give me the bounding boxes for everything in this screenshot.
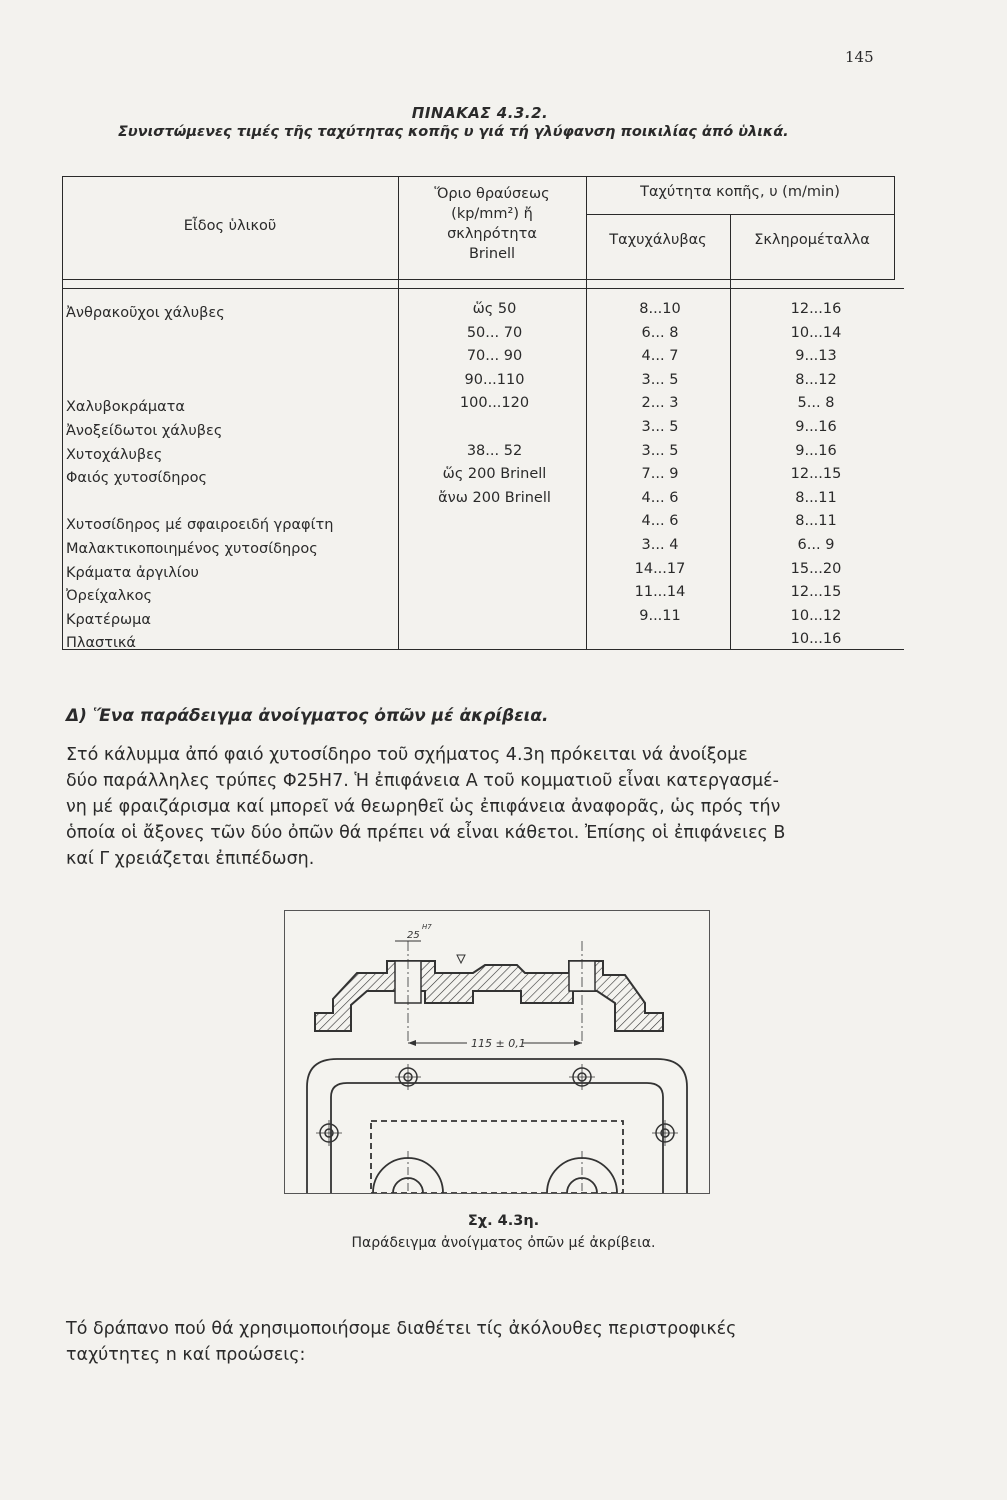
header-strength: Ὅριο θραύσεως (kp/mm²) ἤ σκληρότητα Brinell [434, 186, 550, 262]
table-subtitle: Συνιστώμενες τιμές τῆς ταχύτητας κοπῆς υ γιά τή γλύφανση ποικιλίας ἀπό ὑλικά. [118, 124, 789, 140]
material-cell [66, 373, 333, 397]
carbide-cell: 8...12 [795, 371, 837, 388]
strength-cell [402, 534, 587, 558]
strength-cell [402, 416, 587, 440]
hss-cell: 3... 4 [641, 536, 679, 553]
dim-tolerance-label: H7 [422, 923, 432, 931]
page-number: 145 [845, 48, 874, 66]
hss-cell: 3... 5 [641, 371, 679, 388]
closing-paragraph: Τό δράπανο πού θά χρησιμοποιήσομε διαθέτει τίς ἀκόλουθες περιστροφικές ταχύτητες n καί προώσεις: [66, 1319, 737, 1365]
material-cell: Χυτοχάλυβες [66, 446, 163, 463]
strength-cell [402, 581, 587, 605]
section-paragraph: Στό κάλυμμα ἀπό φαιό χυτοσίδηρο τοῦ σχήματος 4.3η πρόκειται νά ἀνοίξομε δύο παράλληλες τρύπες Φ25H7. Ἡ ἐπιφάνεια Α τοῦ κομματιοῦ εἶναι κατεργασμέ- νη μέ φραιζάρισμα καί μπορεῖ νά θεωρηθεῖ ὡς ἐπιφάνεια ἀναφορᾶς, ὡς πρός τήν ὁποία οἱ ἄξονες τῶν δύο ὀπῶν θά πρέπει νά εἶναι κάθετοι. Ἐπίσης οἱ ἐπιφάνειες Β καί Γ χρειάζεται ἐπιπέδωση. [66, 745, 786, 869]
material-cell: Χαλυβοκράματα [66, 399, 185, 416]
material-cell: Φαιός χυτοσίδηρος [66, 470, 207, 487]
carbide-cell: 8...11 [795, 489, 837, 506]
material-cell [66, 349, 333, 373]
strength-cell: 50... 70 [466, 324, 523, 341]
strength-cell [402, 510, 587, 534]
header-speed: Ταχύτητα κοπῆς, υ (m/min) [640, 184, 840, 200]
material-cell: Ἀνοξείδωτοι χάλυβες [66, 422, 223, 439]
technical-drawing [284, 910, 710, 1194]
hss-cell: 3... 5 [641, 442, 679, 459]
carbide-cell: 10...12 [790, 607, 842, 624]
carbide-cell: 12...16 [790, 301, 842, 317]
hss-cell: 8...10 [639, 301, 681, 317]
material-cell: Κράματα ἀργιλίου [66, 564, 199, 581]
carbide-column [730, 298, 902, 652]
strength-cell: 90...110 [464, 371, 525, 388]
hss-cell: 4... 7 [641, 348, 679, 365]
carbide-cell: 6... 9 [797, 536, 835, 553]
material-cell [66, 326, 333, 350]
dim-distance-label: 115 ± 0,1 [471, 1037, 526, 1050]
material-cell [66, 491, 333, 515]
hss-cell: 3... 5 [641, 418, 679, 435]
carbide-cell: 8...11 [795, 513, 837, 530]
hss-cell: 6... 8 [641, 324, 679, 341]
strength-cell: 70... 90 [466, 348, 523, 365]
section-heading: Δ) Ἕνα παράδειγμα ἀνοίγματος ὀπῶν μέ ἀκρίβεια. [66, 706, 549, 726]
hss-cell: 9...11 [639, 607, 681, 624]
strength-cell [402, 558, 587, 582]
hss-cell: 4... 6 [641, 489, 679, 506]
carbide-cell: 10...16 [790, 631, 842, 648]
material-column [66, 302, 333, 656]
strength-cell: ὥς 200 Brinell [442, 466, 547, 483]
hss-cell [590, 628, 730, 652]
drawing-svg [285, 911, 709, 1193]
carbide-cell: 9...13 [795, 348, 837, 365]
boss-arcs [373, 1158, 617, 1193]
carbide-cell: 5... 8 [797, 395, 835, 412]
plan-view [307, 1059, 687, 1193]
hss-cell: 2... 3 [641, 395, 679, 412]
carbide-cell: 9...16 [795, 442, 837, 459]
dim-diameter-label: 25 [407, 930, 420, 941]
header-hss: Ταχυχάλυβας [609, 232, 707, 248]
hss-cell: 7... 9 [641, 466, 679, 483]
strength-cell: ἄνω 200 Brinell [438, 489, 551, 506]
strength-cell: 100...120 [459, 395, 530, 412]
section-view [315, 961, 663, 1031]
material-cell: Χυτοσίδηρος μέ σφαιροειδή γραφίτη [66, 517, 334, 534]
strength-cell: ὥς 50 [472, 301, 517, 317]
material-cell: Κρατέρωμα [66, 611, 151, 628]
strength-cell: 38... 52 [466, 442, 523, 459]
material-cell: Ἀνθρακοῦχοι χάλυβες [66, 305, 225, 321]
figure-caption-title: Σχ. 4.3η. [467, 1213, 540, 1229]
material-cell: Πλαστικά [66, 635, 136, 652]
hss-cell: 14...17 [634, 560, 686, 577]
material-cell: Ὀρείχαλκος [66, 588, 153, 605]
hss-cell: 4... 6 [641, 513, 679, 530]
header-carbide: Σκληρομέταλλα [754, 232, 870, 248]
strength-cell [402, 605, 587, 629]
table-title: ΠΙΝΑΚΑΣ 4.3.2. [411, 104, 549, 122]
material-cell: Μαλακτικοποιημένος χυτοσίδηρος [66, 540, 318, 557]
strength-cell [402, 628, 587, 652]
strength-column [402, 298, 587, 652]
header-material: Εἶδος ὑλικοῦ [183, 218, 277, 234]
carbide-cell: 12...15 [790, 584, 842, 601]
carbide-cell: 12...15 [790, 466, 842, 483]
hss-column [590, 298, 730, 652]
hss-cell: 11...14 [634, 584, 686, 601]
figure-caption-text: Παράδειγμα ἀνοίγματος ὀπῶν μέ ἀκρίβεια. [351, 1235, 656, 1251]
carbide-cell: 15...20 [790, 560, 842, 577]
carbide-cell: 10...14 [790, 324, 842, 341]
surface-finish-icon [457, 955, 465, 963]
carbide-cell: 9...16 [795, 418, 837, 435]
